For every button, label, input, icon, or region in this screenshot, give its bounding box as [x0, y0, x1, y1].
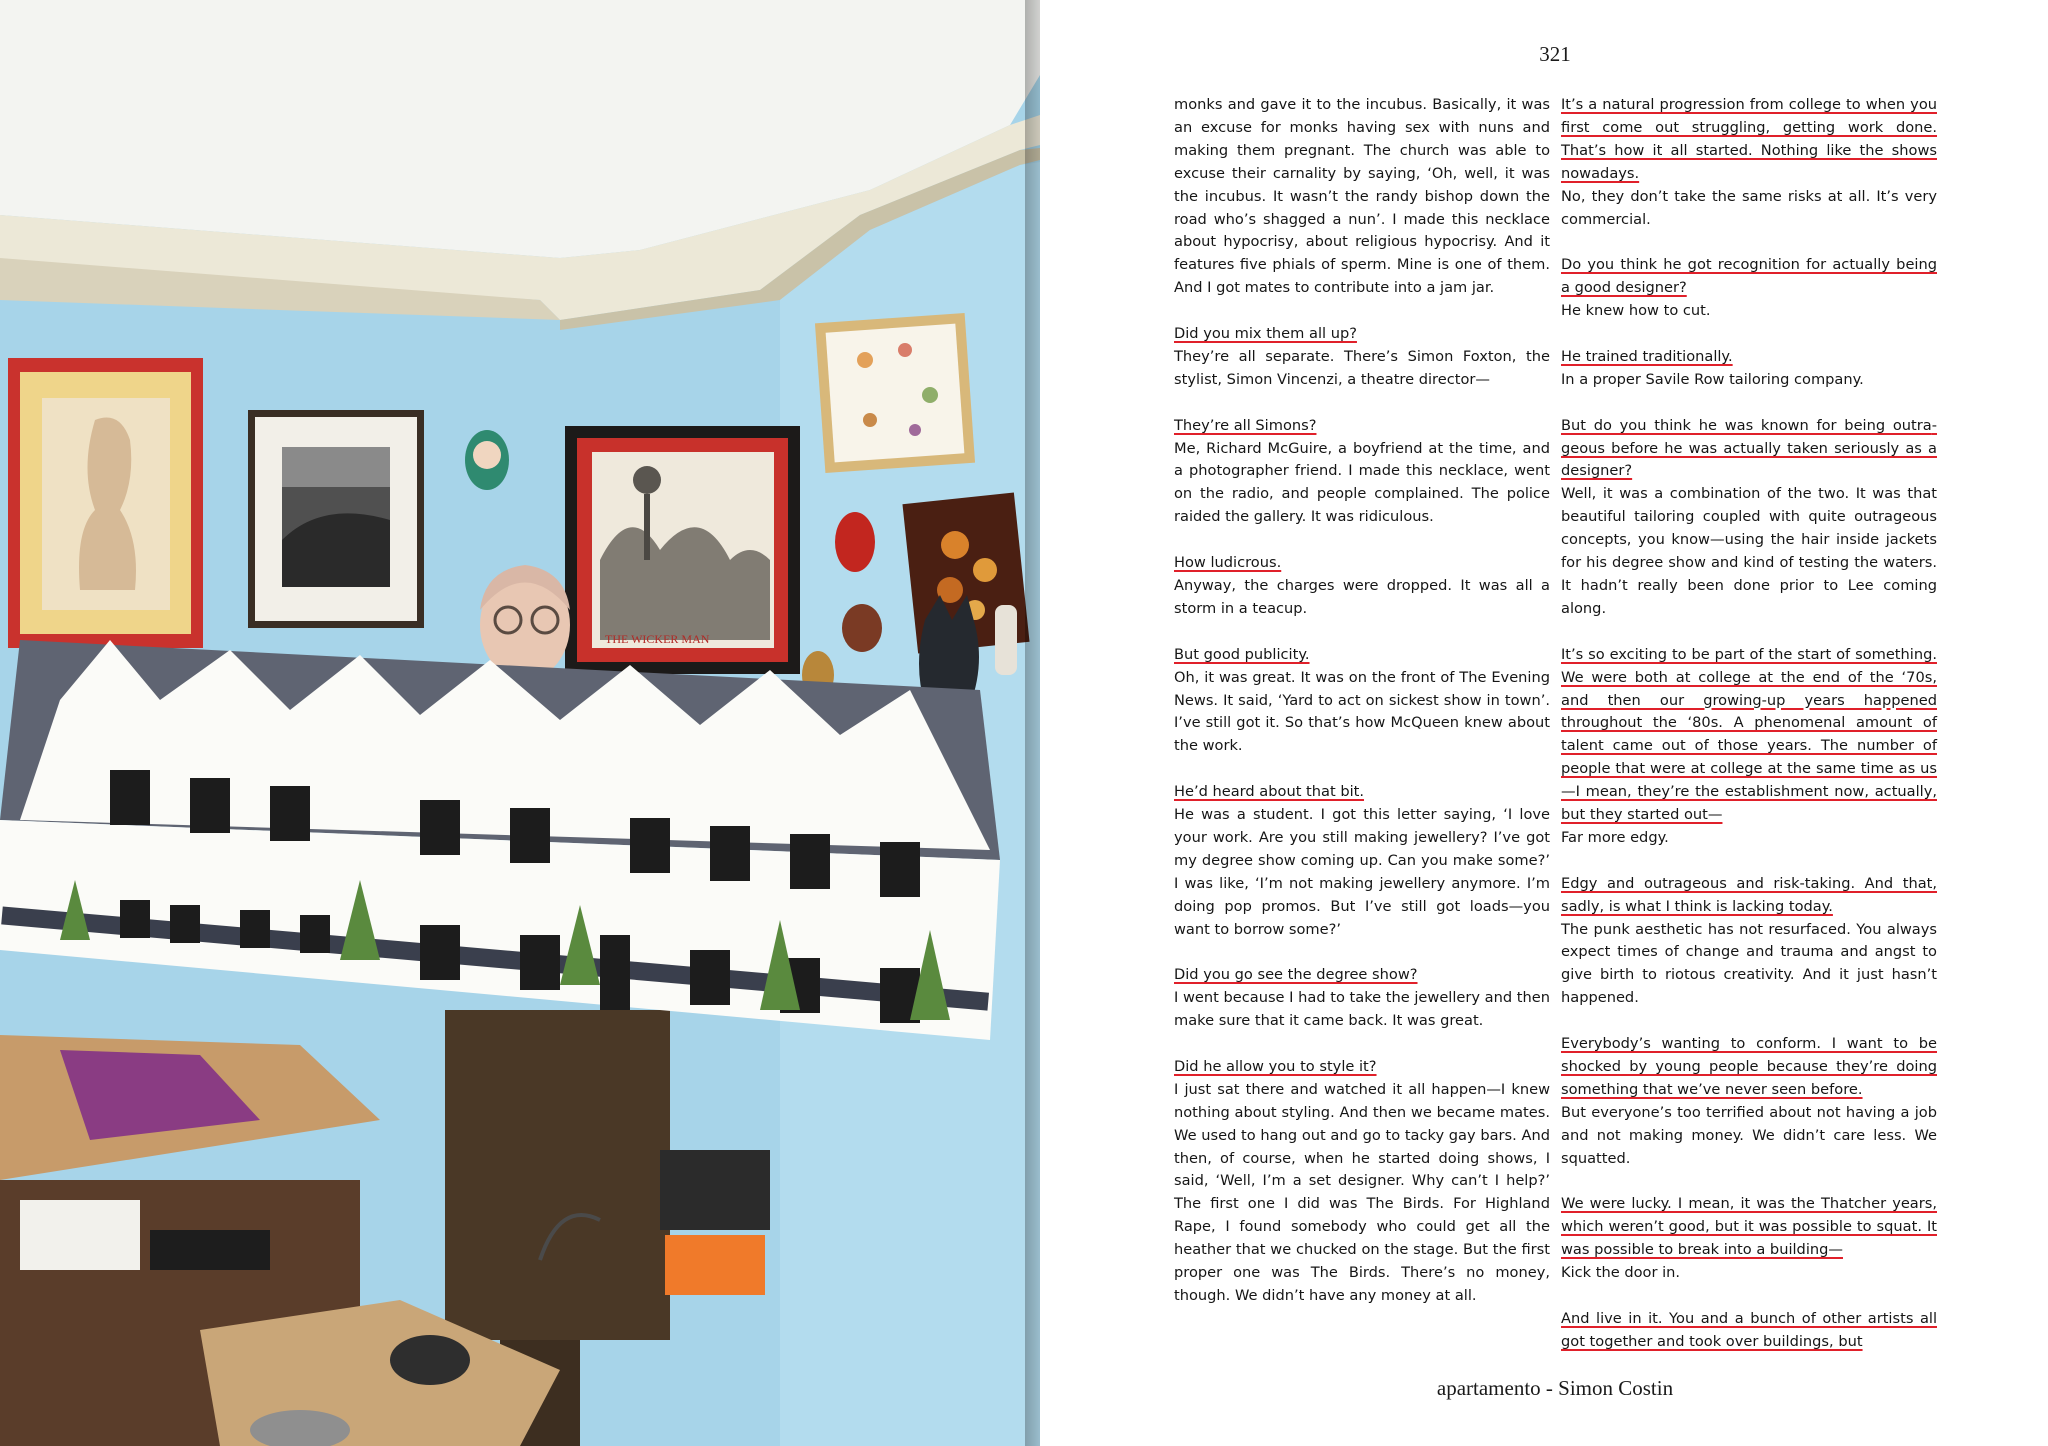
interview-question [1561, 1193, 1937, 1262]
interview-question [1174, 1056, 1550, 1079]
poster-title: THE WICKER MAN [605, 632, 710, 646]
question-text: How ludicrous. [1174, 554, 1282, 572]
interview-answer [1174, 438, 1550, 530]
text-column-right [1561, 94, 1937, 1354]
interview-answer [1561, 1102, 1937, 1171]
devil-mask [835, 512, 875, 572]
answer-text: Oh, it was great. It was on the front of The Evening News. It said, ‘Yard to act on sickest show in town’. I’ve still got it. So that’s how McQueen knew about the work. [1174, 668, 1550, 755]
interview-question [1561, 415, 1937, 484]
question-text: He’d heard about that bit. [1174, 783, 1365, 801]
interview-question [1174, 964, 1550, 987]
answer-text: He was a student. I got this letter saying, ‘I love your work. Are you still making jewellery? I’ve got my degree show coming up. Can you make some?’ I was like, ‘I’m not making jewellery anymore. I’m doing pop promos. But I’ve still got loads—you want to borrow some?’ [1174, 806, 1550, 938]
question-text: It’s so exciting to be part of the start of something. We were both at college at the end of the ‘70s, and then our growing-up years happened throughout the ‘80s. A phenomenal amount of talent came out of those years. The number of people that were at college at the same time as us—I mean, they’re the establishment now, actually, but they started out— [1561, 645, 1937, 824]
answer-text: Me, Richard McGuire, a boyfriend at the time, and a photographer friend. I made this necklace, went on the radio, and people complained. The police raided the gallery. It was ridiculous. [1174, 439, 1550, 526]
interview-answer [1561, 1262, 1937, 1285]
interview-question [1561, 254, 1937, 300]
question-text: Did you mix them all up? [1174, 325, 1357, 343]
paragraph-spacer [1561, 392, 1937, 415]
framed-drawing-girl [8, 358, 203, 648]
paragraph-spacer [1561, 1171, 1937, 1194]
paragraph-spacer [1174, 300, 1550, 323]
answer-text: monks and gave it to the incubus. Basically, it was an excuse for monks having sex with nuns and making them pregnant. The church was able to excuse their carnality by saying, ‘Oh, well, it was the incubus. It wasn’t the randy bishop down the road who’s shagged a nun’. I made this necklace about hypocrisy, about religious hypocrisy. And it features five phials of sperm. Mine is one of them. And I got mates to contribute into a jam jar. [1174, 96, 1550, 297]
interview-answer [1561, 919, 1937, 1011]
interview-question [1561, 1033, 1937, 1102]
paragraph-spacer [1174, 941, 1550, 964]
interview-answer [1561, 186, 1937, 232]
interview-answer [1174, 804, 1550, 941]
interview-answer [1561, 300, 1937, 323]
interview-question [1174, 415, 1550, 438]
answer-text: I went because I had to take the jewellery and then make sure that it came back. It was great. [1174, 989, 1550, 1030]
wicker-man-poster [565, 426, 800, 674]
question-text: Did you go see the degree show? [1174, 966, 1418, 984]
question-text: But do you think he was known for being outrageous before he was actually taken seriously as a designer? [1561, 416, 1937, 480]
paragraph-spacer [1561, 323, 1937, 346]
answer-text: Well, it was a combination of the two. It was that beautiful tailoring coupled with quite outrageous concepts, you know—using the hair inside jackets for his degree show and kind of testing the waters. It hadn’t really been done prior to Lee coming along. [1561, 485, 1937, 617]
interview-question [1561, 644, 1937, 827]
answer-text: In a proper Savile Row tailoring company. [1561, 370, 1864, 388]
question-text: We were lucky. I mean, it was the Thatcher years, which weren’t good, but it was possible to squat. It was possible to break into a building— [1561, 1195, 1937, 1259]
interview-question [1561, 346, 1937, 369]
interview-answer [1174, 987, 1550, 1033]
interview-question [1174, 323, 1550, 346]
page-number: 321 [1539, 42, 1571, 66]
answer-text: Anyway, the charges were dropped. It was all a storm in a teacup. [1174, 576, 1550, 617]
interview-answer [1561, 483, 1937, 620]
paragraph-spacer [1561, 621, 1937, 644]
framed-flower-sketch [815, 313, 975, 473]
question-text: But good publicity. [1174, 645, 1310, 663]
answer-text: I just sat there and watched it all happen—I knew nothing about styling. And then we became mates. We used to hang out and go to tacky gay bars. And then, of course, when he started doing shows, I said, ‘Well, I’m a set designer. Why can’t I help?’ The first one I did was The Birds. For Highland Rape, I found somebody who could get all the heather that we chucked on the stage. But the first proper one was The Birds. There’s no money, though. We didn’t have any money at all. [1174, 1080, 1550, 1305]
interview-question [1561, 1308, 1937, 1354]
paragraph-spacer [1561, 1010, 1937, 1033]
interview-answer [1174, 346, 1550, 392]
paragraph-spacer [1174, 1033, 1550, 1056]
answer-text: Far more edgy. [1561, 828, 1669, 846]
paragraph-spacer [1174, 758, 1550, 781]
answer-text: No, they don’t take the same risks at all. It’s very commercial. [1561, 187, 1937, 228]
framed-photograph [248, 410, 424, 628]
interview-question [1174, 644, 1550, 667]
paragraph-spacer [1174, 529, 1550, 552]
interview-answer [1174, 1079, 1550, 1308]
paragraph-spacer [1561, 1285, 1937, 1308]
interview-question [1174, 552, 1550, 575]
answer-text: The punk aesthetic has not resurfaced. You always expect times of change and trauma and angst to give birth to riotous creativity. And it just hasn’t happened. [1561, 920, 1937, 1007]
text-column-left [1174, 94, 1550, 1308]
running-footer: apartamento - Simon Costin [1436, 1376, 1674, 1400]
paragraph-spacer [1561, 231, 1937, 254]
interview-answer [1174, 667, 1550, 759]
interview-question [1561, 94, 1937, 186]
paragraph-spacer [1174, 621, 1550, 644]
figurine [995, 605, 1017, 675]
question-text: Do you think he got recognition for actually being a good designer? [1561, 256, 1937, 297]
text-page [1062, 0, 2048, 1446]
interview-answer [1561, 827, 1937, 850]
paragraph-spacer [1561, 850, 1937, 873]
fox-mask [842, 604, 882, 652]
interview-question [1174, 781, 1550, 804]
gutter-shadow [1025, 0, 1040, 1446]
answer-text: He knew how to cut. [1561, 302, 1711, 320]
question-text: And live in it. You and a bunch of other artists all got together and took over buildings, but [1561, 1309, 1937, 1350]
answer-text: Kick the door in. [1561, 1264, 1681, 1282]
question-text: Did he allow you to style it? [1174, 1057, 1377, 1075]
question-text: He trained traditionally. [1561, 347, 1733, 365]
interview-answer [1174, 575, 1550, 621]
interview-answer [1561, 369, 1937, 392]
question-text: Everybody’s wanting to conform. I want to be shocked by young people because they’re doing something that we’ve never seen before. [1561, 1035, 1937, 1098]
question-text: It’s a natural progression from college to when you first come out struggling, getting work done. That’s how it all started. Nothing like the shows nowadays. [1561, 96, 1937, 182]
answer-text: But everyone’s too terrified about not having a job and not making money. We didn’t care less. We squatted. [1561, 1103, 1937, 1167]
answer-text: They’re all separate. There’s Simon Foxton, the stylist, Simon Vincenzi, a theatre director— [1174, 347, 1550, 388]
question-text: They’re all Simons? [1174, 416, 1317, 434]
question-text: Edgy and outrageous and risk-taking. And that, sadly, is what I think is lacking today. [1561, 874, 1937, 915]
interview-question [1561, 873, 1937, 919]
interview-answer [1174, 94, 1550, 300]
paragraph-spacer [1174, 392, 1550, 415]
